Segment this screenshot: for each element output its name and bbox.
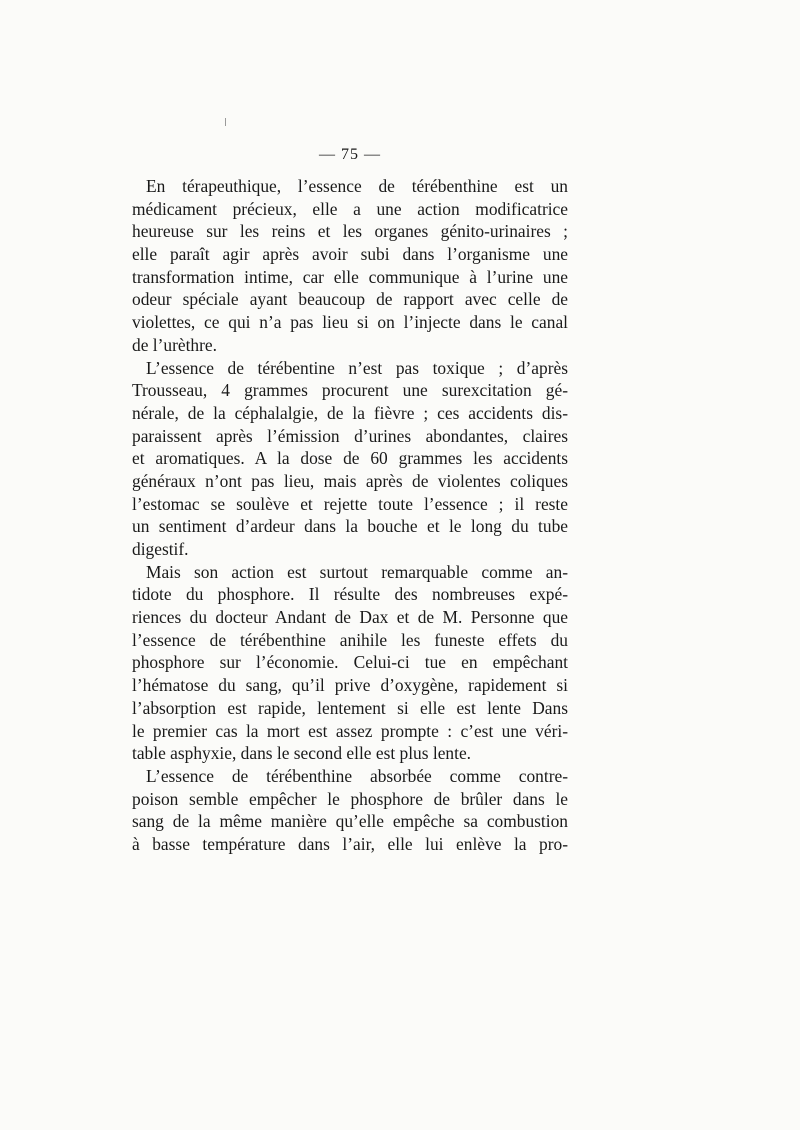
text-line: En térapeuthique, l’essence de térébenthine est un (146, 176, 568, 196)
text-line: nérale, de la céphalalgie, de la fièvre ; ces accidents dis- (132, 402, 568, 423)
text-line: paraissent après l’émission d’urines abondantes, claires (132, 425, 568, 446)
text-line: et aromatiques. A la dose de 60 grammes les accidents (132, 448, 568, 469)
text-line: Trousseau, 4 grammes procurent une surexcitation gé- (132, 380, 568, 401)
text-line: riences du docteur Andant de Dax et de M. Personne que (132, 607, 568, 628)
text-line: digestif. (132, 539, 189, 559)
text-line: transformation intime, car elle communique à l’urine une (132, 266, 568, 287)
text-line: l’essence de térébenthine anihile les funeste effets du (132, 629, 568, 650)
text-line: de l’urèthre. (132, 334, 217, 355)
text-line: sang de la même manière qu’elle empêche sa combustion (132, 811, 568, 832)
text-line: le premier cas la mort est assez prompte : c’est une véri- (132, 720, 568, 741)
page-number: — 75 — (319, 146, 381, 163)
text-line: un sentiment d’ardeur dans la bouche et le long du tube (132, 516, 568, 537)
text-line: L’essence de térébentine n’est pas toxique ; d’après (146, 357, 568, 378)
text-line: l’absorption est rapide, lentement si elle est lente Dans (132, 697, 568, 718)
text-line: phosphore sur l’économie. Celui-ci tue en empêchant (132, 652, 568, 673)
text-line: Mais son action est surtout remarquable comme an- (146, 561, 568, 582)
text-line: table asphyxie, dans le second elle est plus lente. (132, 743, 472, 764)
text-line: heureuse sur les reins et les organes génito-urinaires ; (132, 221, 568, 242)
body-text (132, 175, 568, 856)
text-line: à basse température dans l’air, elle lui enlève la pro- (132, 833, 568, 854)
text-line: médicament précieux, elle a une action modificatrice (132, 198, 568, 219)
text-line: poison semble empêcher le phosphore de brûler dans le (132, 788, 568, 809)
text-line: généraux n’ont pas lieu, mais après de violentes coliques (132, 470, 568, 491)
text-line: violettes, ce qui n’a pas lieu si on l’injecte dans le canal (132, 312, 568, 333)
text-line: elle paraît agir après avoir subi dans l’organisme une (132, 244, 568, 265)
text-line: odeur spéciale ayant beaucoup de rapport avec celle de (132, 289, 568, 310)
paper-speck (225, 118, 226, 126)
text-line: tidote du phosphore. Il résulte des nombreuses expé- (132, 584, 568, 605)
text-line: L’essence de térébenthine absorbée comme contre- (146, 765, 568, 786)
text-line: l’hématose du sang, qu’il prive d’oxygène, rapidement si (132, 675, 568, 696)
text-line: l’estomac se soulève et rejette toute l’essence ; il reste (132, 493, 568, 514)
